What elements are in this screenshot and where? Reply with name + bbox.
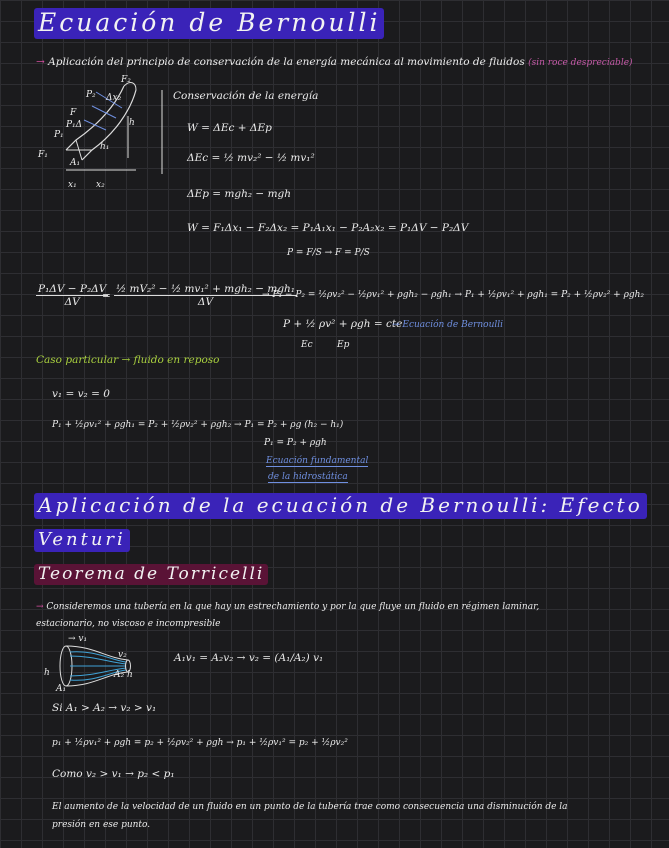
case-heading: Caso particular → fluido en reposo bbox=[36, 354, 220, 366]
venturi-v2: v₂ bbox=[118, 650, 127, 660]
bernoulli-label: → Ecuación de Bernoulli bbox=[392, 320, 504, 330]
bullet-arrow-icon: → bbox=[36, 56, 45, 68]
venturi-text-line1: Consideremos una tubería en la que hay un estrechamiento y por la que fluye un fluido en régimen laminar, bbox=[46, 602, 540, 612]
intro-line bbox=[36, 56, 633, 68]
deriv-frac2-num: ½ mV₂² − ½ mv₁² + mgh₂ − mgh₁ bbox=[116, 283, 296, 295]
energy-eq4: W = F₁Δx₁ − F₂Δx₂ = P₁A₁x₁ − P₂A₂x₂ = P₁ΔV − P₂ΔV bbox=[187, 222, 469, 234]
energy-eq5: P = F/S → F = P/S bbox=[287, 248, 370, 258]
diag-label-x2: x₂ bbox=[96, 180, 105, 190]
venturi-v1: → v₁ bbox=[68, 634, 88, 644]
bernoulli-ep: Ep bbox=[337, 340, 350, 350]
case-eq1: v₁ = v₂ = 0 bbox=[52, 388, 110, 400]
diag-label-h: h bbox=[129, 118, 135, 128]
deriv-frac2-den: ΔV bbox=[197, 296, 214, 308]
diag-label-p1: P₁ bbox=[54, 130, 64, 140]
bullet-arrow-icon: → bbox=[36, 602, 44, 612]
bernoulli-ec: Ec bbox=[301, 340, 313, 350]
section2-subtitle: Teorema de Torricelli bbox=[34, 564, 268, 584]
energy-eq1: W = ΔEc + ΔEp bbox=[187, 122, 272, 134]
diag-label-h1: h₁ bbox=[100, 142, 110, 152]
venturi-text-line2: estacionario, no viscoso e incompresible bbox=[36, 619, 221, 629]
section2-title: Aplicación de la ecuación de Bernoulli: Efecto bbox=[34, 493, 647, 517]
diag-label-x1: x₁ bbox=[68, 180, 77, 190]
venturi-eq-cont: A₁v₁ = A₂v₂ → v₂ = (A₁/A₂) v₁ bbox=[174, 652, 324, 664]
bernoulli-eq: P + ½ ρv² + ρgh = cte bbox=[283, 318, 403, 330]
venturi-a1: A₁ bbox=[56, 684, 67, 694]
case-eq2: P₁ + ½ρv₁² + ρgh₁ = P₂ + ½ρv₂² + ρgh₂ → P₁ = P₂ + ρg (h₂ − h₁) bbox=[52, 420, 344, 430]
case-fundamental: Ecuación fundamental bbox=[266, 456, 369, 466]
diag-label-f: F bbox=[70, 108, 77, 118]
venturi-a2: A₂ h bbox=[114, 670, 133, 680]
case-eq3: P₁ = P₂ + ρgh bbox=[264, 438, 327, 448]
deriv-frac1 bbox=[36, 283, 108, 308]
energy-eq3: ΔEp = mgh₂ − mgh bbox=[187, 188, 292, 200]
intro-text: Aplicación del principio de conservación de la energía mecánica al movimiento de fluidos bbox=[48, 56, 525, 68]
venturi-eq-press: p₁ + ½ρv₁² + ρgh = p₂ + ½ρv₂² + ρgh → p₁ + ½ρv₁² = p₂ + ½ρv₂² bbox=[52, 738, 348, 748]
venturi-text bbox=[36, 602, 539, 612]
deriv-equals: = bbox=[102, 290, 111, 302]
venturi-eq-como: Como v₂ > v₁ → p₂ < p₁ bbox=[52, 768, 175, 780]
venturi-eq-if: Si A₁ > A₂ → v₂ > v₁ bbox=[52, 702, 157, 714]
deriv-frac1-num: P₁ΔV − P₂ΔV bbox=[38, 283, 107, 295]
deriv-frac1-den: ΔV bbox=[64, 296, 80, 308]
page-title: Ecuación de Bernoulli bbox=[34, 8, 384, 37]
intro-note: (sin roce despreciable) bbox=[528, 58, 633, 68]
venturi-conclusion-line1: El aumento de la velocidad de un fluido en un punto de la tubería trae como consecuencia una disminución de la bbox=[52, 802, 568, 812]
venturi-h: h bbox=[44, 668, 50, 678]
diag-label-f1: F₁ bbox=[38, 150, 48, 160]
energy-heading: Conservación de la energía bbox=[173, 90, 319, 102]
venturi-conclusion-line2: presión en ese punto. bbox=[52, 820, 151, 830]
energy-eq2: ΔEc = ½ mv₂² − ½ mv₁² bbox=[187, 152, 315, 164]
diag-label-a1: A₁ bbox=[70, 158, 81, 168]
diag-label-p2: P₂ bbox=[86, 90, 96, 100]
diag-label-f2: F₂ bbox=[121, 75, 131, 85]
deriv-rest: → P₁ − P₂ = ½ρv₂² − ½ρv₁² + ρgh₂ − ρgh₁ → P₁ + ½ρv₁² + ρgh₁ = P₂ + ½ρv₂² + ρgh₂ bbox=[262, 290, 645, 300]
case-fundamental2: de la hidrostática bbox=[268, 472, 348, 482]
diag-label-delta-x2: Δx₂ bbox=[106, 93, 122, 103]
section2-title-line2: Venturi bbox=[34, 529, 130, 550]
diag-label-p1delta: P₁Δ bbox=[66, 120, 83, 130]
